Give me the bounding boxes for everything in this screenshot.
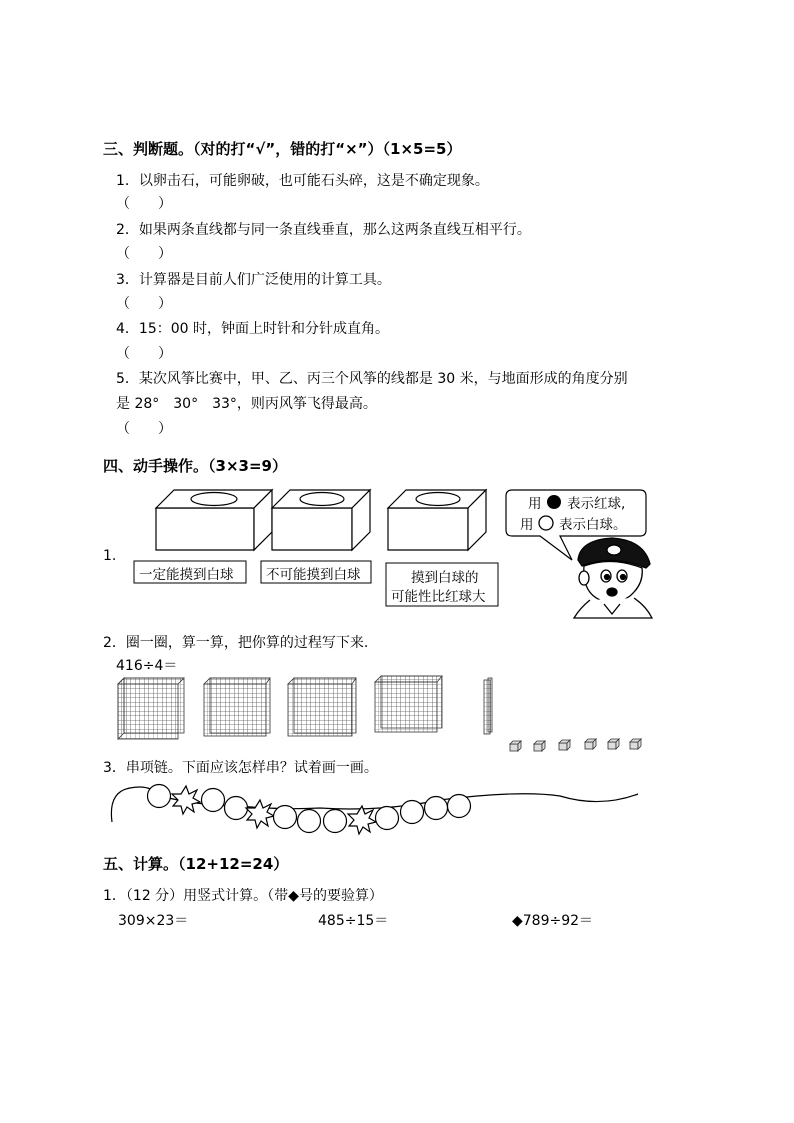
bead-circle [401, 801, 424, 824]
calc-expression-3: ◆789÷92＝ [512, 913, 594, 929]
calc-expression-1: 309×23＝ [118, 913, 189, 929]
answer-paren-3-2[interactable]: （ ） [116, 246, 172, 262]
calc-expression-2: 485÷15＝ [318, 913, 389, 929]
bead-circle [376, 807, 399, 830]
question-3-5-line1: 5．某次风筝比赛中，甲、乙、丙三个风筝的线都是 30 米，与地面形成的角度分别 [116, 371, 628, 387]
question-3-2: 2．如果两条直线都与同一条直线垂直，那么这两条直线互相平行。 [116, 222, 531, 238]
section-4-title: 四、动手操作。（3×3=9） [103, 457, 287, 475]
answer-paren-3-4[interactable]: （ ） [116, 346, 172, 362]
bead-circle [448, 795, 471, 818]
answer-paren-3-5[interactable]: （ ） [116, 421, 172, 437]
bubble-line1-prefix: 用 [528, 496, 542, 512]
bubble-line2-suffix: 表示白球。 [559, 517, 627, 533]
box-label-impossible: 不可能摸到白球 [266, 567, 361, 583]
bead-circle [425, 797, 448, 820]
box-label-certain: 一定能摸到白球 [139, 567, 234, 583]
answer-paren-3-3[interactable]: （ ） [116, 296, 172, 312]
bead-star [348, 806, 376, 834]
bead-star [246, 800, 274, 828]
bead-circle [225, 797, 248, 820]
section-3-title: 三、判断题。（对的打“√”，错的打“×”）（1×5=5） [103, 140, 462, 158]
question-4-3-title: 3．串项链。下面应该怎样串？试着画一画。 [103, 760, 378, 776]
bead-circle [274, 806, 297, 829]
box-label-likely-line1: 摸到白球的 [411, 570, 479, 586]
question-3-5-line2: 是 28° 30° 33°，则丙风筝飞得最高。 [116, 396, 377, 412]
question-4-2-expression: 416÷4＝ [116, 658, 178, 674]
bead-circle [202, 789, 225, 812]
bubble-line2-prefix: 用 [520, 517, 534, 533]
question-4-1-number: 1. [103, 548, 117, 564]
bead-circle [324, 810, 347, 833]
section-5-title: 五、计算。（12+12=24） [103, 855, 289, 873]
question-4-2-title: 2．圈一圈，算一算，把你算的过程写下来. [103, 635, 369, 651]
box-label-likely-line2: 可能性比红球大 [391, 589, 486, 605]
question-3-3: 3．计算器是目前人们广泛使用的计算工具。 [116, 272, 391, 288]
bead-circle [148, 785, 171, 808]
question-3-4: 4．15：00 时，钟面上时针和分针成直角。 [116, 321, 389, 337]
bead-circle [298, 810, 321, 833]
question-5-1-title: 1．（12 分）用竖式计算。（带◆号的要验算） [103, 888, 383, 904]
question-3-1: 1．以卵击石，可能卵破，也可能石头碎，这是不确定现象。 [116, 173, 489, 189]
bubble-line1-suffix: 表示红球, [567, 496, 626, 512]
answer-paren-3-1[interactable]: （ ） [116, 196, 172, 212]
